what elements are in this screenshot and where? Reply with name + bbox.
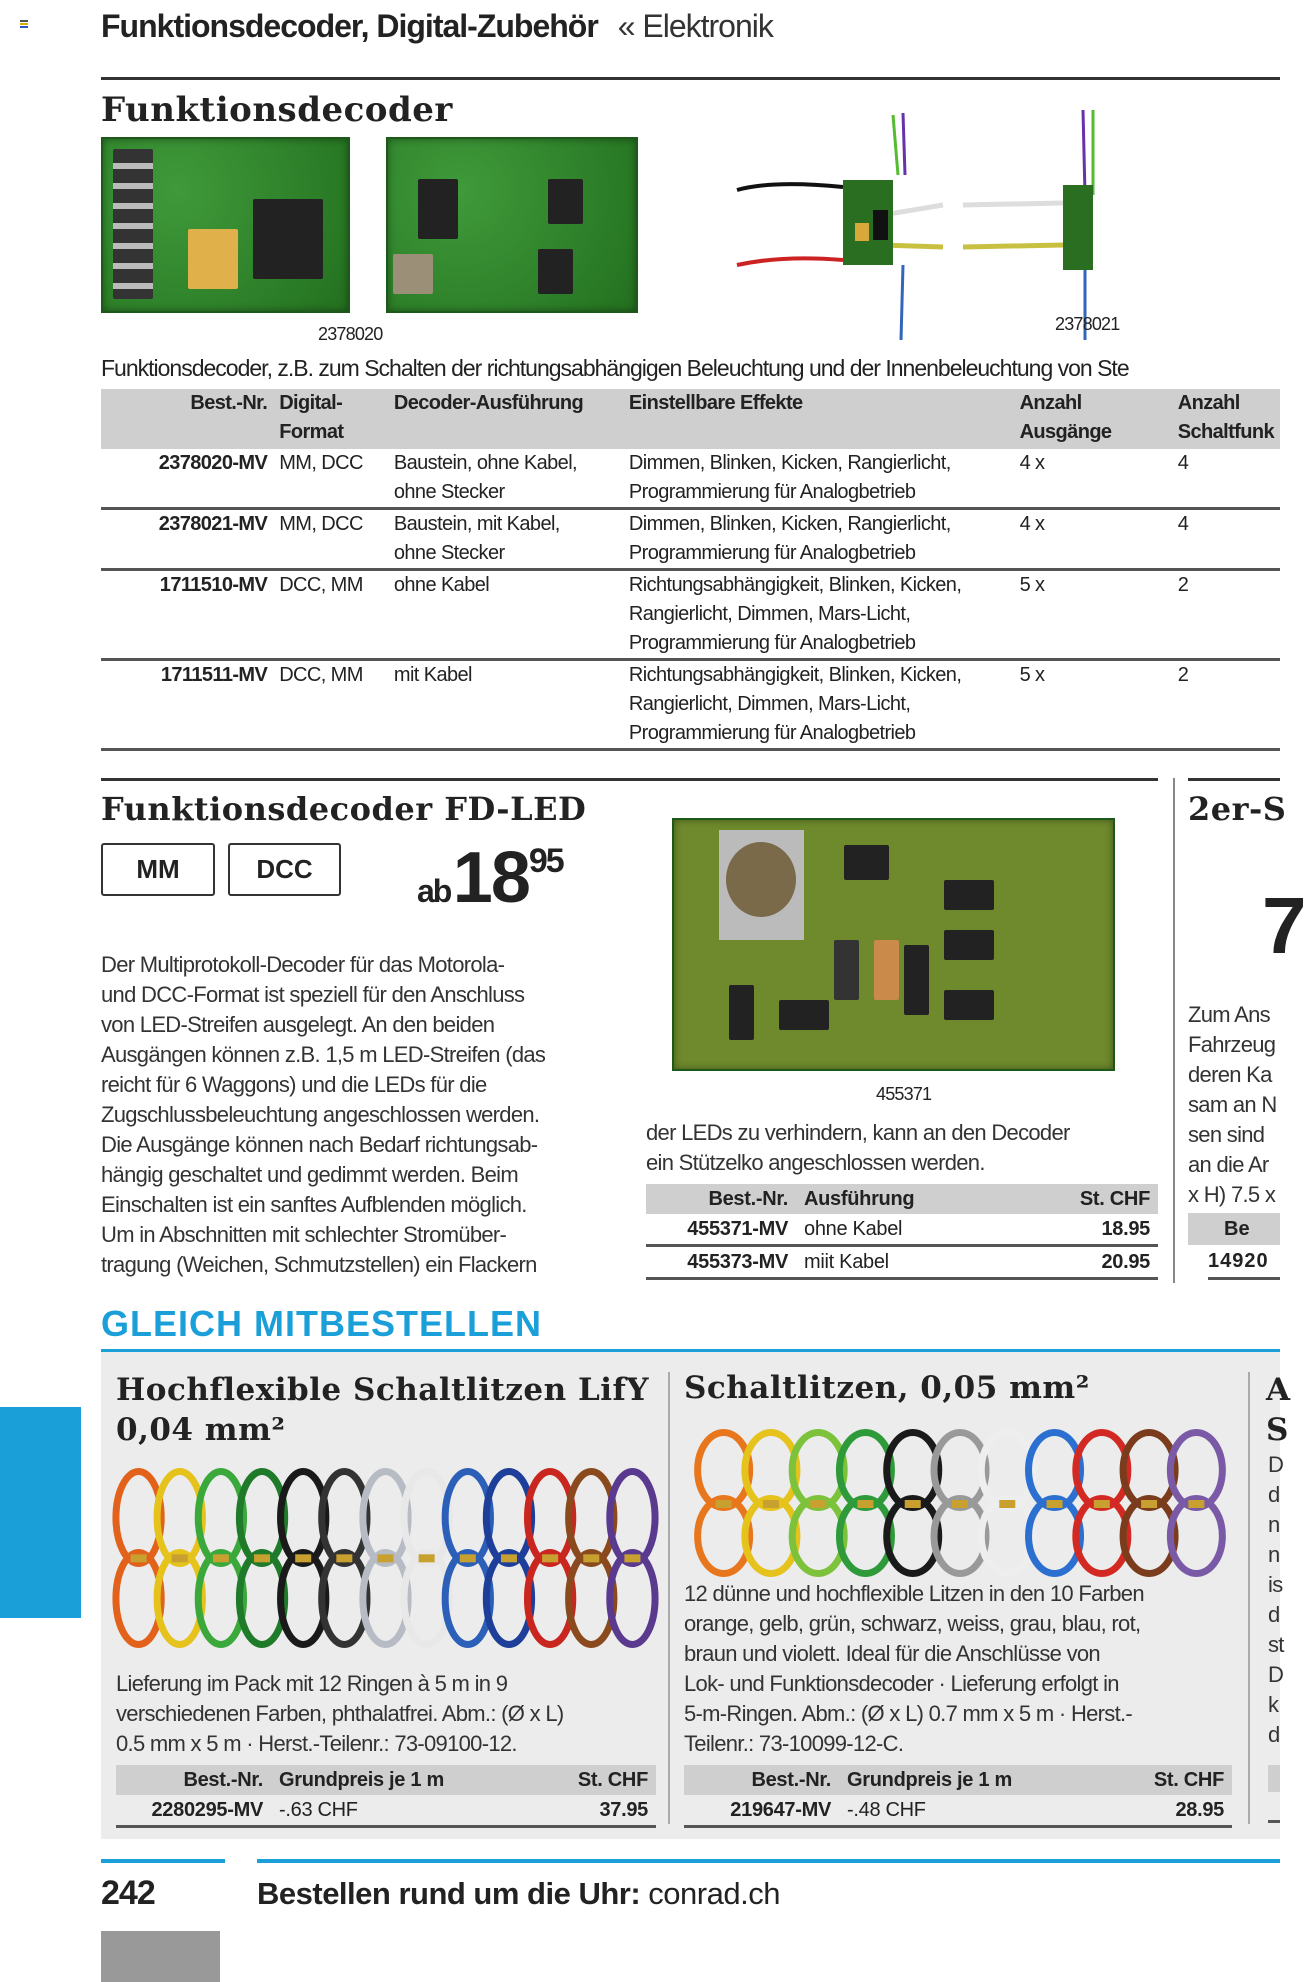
text-line: ein Stützelko angeschlossen werden. bbox=[646, 1150, 985, 1175]
table-cell: 2 bbox=[1177, 574, 1189, 596]
text-line: deren Ka bbox=[1188, 1062, 1272, 1087]
fd-led-table bbox=[646, 1184, 1158, 1280]
price-cents: 95 bbox=[528, 842, 563, 880]
table-cell: 2378021-MV bbox=[158, 513, 268, 535]
col-ausfuehrung: Ausführung bbox=[804, 1188, 915, 1210]
text-line: verschiedenen Farben, phthalatfrei. Abm.: (Ø x L) bbox=[116, 1701, 564, 1726]
card-divider bbox=[1248, 1372, 1250, 1824]
table-row bbox=[101, 660, 1280, 750]
menu-icon[interactable] bbox=[20, 20, 28, 28]
col-ausfuehrung: Decoder-Ausführung bbox=[393, 392, 584, 414]
text-line: n bbox=[1268, 1512, 1280, 1537]
text-line: d bbox=[1268, 1722, 1280, 1747]
badge-mm: MM bbox=[101, 843, 215, 896]
product-image-455371 bbox=[672, 818, 1115, 1071]
wire-coil bbox=[887, 1433, 939, 1574]
wire-coil bbox=[1076, 1433, 1128, 1574]
product-image-wire-coils-1 bbox=[118, 1466, 653, 1650]
table-cell: 2378020-MV bbox=[158, 452, 268, 474]
text-line: Lok- und Funktionsdecoder · Lieferung erfolgt in bbox=[684, 1671, 1119, 1696]
product-description-2er-set bbox=[1188, 1000, 1277, 1210]
wire-coil bbox=[1170, 1433, 1222, 1574]
product-image-2378020-b bbox=[386, 137, 638, 313]
wire-coil bbox=[198, 1472, 243, 1645]
text-line: Zum Ans bbox=[1188, 1002, 1270, 1027]
wire-coil bbox=[281, 1472, 326, 1645]
footer-link[interactable]: conrad.ch bbox=[648, 1876, 780, 1911]
card-table: Best.-Nr. Grundpreis je 1 m St. CHF 219647-MV -.48 CHF 28.95 bbox=[684, 1765, 1232, 1828]
col-price: St. CHF bbox=[1079, 1188, 1150, 1210]
wire-coil bbox=[1123, 1433, 1175, 1574]
card-table-edge bbox=[1268, 1765, 1280, 1823]
table-cell: 5 x bbox=[1019, 574, 1045, 596]
product-description bbox=[101, 950, 545, 1280]
table-cell: DCC, MM bbox=[279, 664, 363, 686]
wire-coil bbox=[239, 1472, 284, 1645]
col-best-nr: Best.-Nr. bbox=[708, 1188, 788, 1210]
image-caption: 2378020 bbox=[318, 324, 383, 344]
col-format: Digital- Format bbox=[279, 392, 344, 443]
text-line: braun und violett. Ideal für die Anschlüsse von bbox=[684, 1641, 1100, 1666]
table-cell: 1711510-MV bbox=[159, 574, 268, 596]
text-line: d bbox=[1268, 1482, 1280, 1507]
card-title: Schaltlitzen, 0,05 mm² bbox=[684, 1370, 1090, 1406]
text-line: Der Multiprotokoll-Decoder für das Motorola- bbox=[101, 952, 505, 977]
table-cell: mit Kabel bbox=[393, 664, 472, 686]
card-description bbox=[684, 1579, 1144, 1759]
divider bbox=[101, 77, 1280, 80]
wire-coil bbox=[404, 1472, 449, 1645]
wire-coil bbox=[569, 1472, 614, 1645]
table-cell: Baustein, ohne Kabel, ohne Stecker bbox=[393, 452, 577, 503]
footer-gray-block bbox=[101, 1931, 220, 1982]
table-header-2er-set: Be bbox=[1188, 1213, 1280, 1245]
table-cell: 1711511-MV bbox=[160, 664, 268, 686]
text-line: hängig geschaltet und gedimmt werden. Beim bbox=[101, 1162, 518, 1187]
table-cell: 2 bbox=[1177, 664, 1189, 686]
text-line: von LED-Streifen ausgelegt. An den beiden bbox=[101, 1012, 495, 1037]
table-row-2er-set: 14920 bbox=[1208, 1245, 1280, 1280]
text-line: tragung (Weichen, Schmutzstellen) ein Flackern bbox=[101, 1252, 537, 1277]
table-cell: 5 x bbox=[1019, 664, 1045, 686]
table-cell: MM, DCC bbox=[279, 513, 363, 535]
text-line: 0.5 mm x 5 m · Herst.-Teilenr.: 73-09100-12. bbox=[116, 1731, 517, 1756]
text-line: 12 dünne und hochflexible Litzen in den 10 Farben bbox=[684, 1581, 1144, 1606]
wire-coil bbox=[445, 1472, 490, 1645]
table-row bbox=[101, 509, 1280, 570]
wire-coil bbox=[527, 1472, 572, 1645]
text-line: d bbox=[1268, 1602, 1280, 1627]
text-line: Lieferung im Pack mit 12 Ringen à 5 m in 9 bbox=[116, 1671, 508, 1696]
wire-coil bbox=[698, 1433, 750, 1574]
card-table: Best.-Nr. Grundpreis je 1 m St. CHF 2280295-MV -.63 CHF 37.95 bbox=[116, 1765, 656, 1828]
table-cell: Richtungsabhängigkeit, Blinken, Kicken, Rangierlicht, Dimmen, Mars-Licht, Programmierung für Analogbetrieb bbox=[628, 664, 962, 744]
product-title: Funktionsdecoder FD-LED bbox=[101, 790, 587, 828]
wire-coil bbox=[363, 1472, 408, 1645]
text-line: der LEDs zu verhindern, kann an den Decoder bbox=[646, 1120, 1070, 1145]
section-label: « Elektronik bbox=[617, 8, 773, 44]
text-line: Zugschlussbeleuchtung angeschlossen werden. bbox=[101, 1102, 540, 1127]
price bbox=[417, 838, 563, 918]
text-line: Teilenr.: 73-10099-12-C. bbox=[684, 1731, 904, 1756]
wire-coil bbox=[1029, 1433, 1081, 1574]
table-row: 455371-MV ohne Kabel 18.95 bbox=[646, 1214, 1158, 1246]
divider bbox=[101, 778, 1158, 781]
image-caption: 455371 bbox=[876, 1084, 932, 1104]
col-ausgaenge: Anzahl Ausgänge bbox=[1019, 392, 1112, 443]
text-line: Ausgängen können z.B. 1,5 m LED-Streifen (das bbox=[101, 1042, 546, 1067]
wire-coil bbox=[839, 1433, 891, 1574]
price-main: 18 bbox=[452, 838, 529, 918]
product-image-2378020-a bbox=[101, 137, 350, 313]
text-line: Einschalten ist ein sanftes Aufblenden möglich. bbox=[101, 1192, 527, 1217]
text-line: und DCC-Format ist speziell für den Anschluss bbox=[101, 982, 525, 1007]
table-cell: Dimmen, Blinken, Kicken, Rangierlicht, Programmierung für Analogbetrieb bbox=[628, 452, 951, 503]
card-description bbox=[1268, 1450, 1284, 1750]
order-heading: GLEICH MITBESTELLEN bbox=[101, 1303, 542, 1344]
section-description: Funktionsdecoder, z.B. zum Schalten der richtungsabhängigen Beleuchtung und der Innenbeleuchtung von Ste bbox=[101, 355, 1129, 381]
table-row bbox=[101, 449, 1280, 509]
table-cell: Richtungsabhängigkeit, Blinken, Kicken, Rangierlicht, Dimmen, Mars-Licht, Programmierung für Analogbetrieb bbox=[628, 574, 962, 654]
product-description-continued bbox=[646, 1118, 1070, 1178]
footer-slogan: Bestellen rund um die Uhr: conrad.ch bbox=[257, 1876, 780, 1911]
col-best-nr: Best.-Nr. bbox=[190, 392, 268, 414]
card-divider bbox=[668, 1372, 670, 1824]
text-line: Fahrzeug bbox=[1188, 1032, 1276, 1057]
text-line: D bbox=[1268, 1662, 1284, 1687]
product-image-wire-coils-2 bbox=[700, 1428, 1220, 1578]
text-line: k bbox=[1268, 1692, 1279, 1717]
card-title: A S bbox=[1266, 1372, 1291, 1448]
text-line: sen sind bbox=[1188, 1122, 1265, 1147]
column-divider bbox=[1173, 778, 1175, 1283]
product-image-2378021 bbox=[733, 105, 1280, 345]
table-cell: MM, DCC bbox=[279, 452, 363, 474]
wire-coil bbox=[322, 1472, 367, 1645]
card-description bbox=[116, 1669, 564, 1759]
table-cell: Dimmen, Blinken, Kicken, Rangierlicht, Programmierung für Analogbetrieb bbox=[628, 513, 951, 564]
text-line: Um in Abschnitten mit schlechter Stromüber- bbox=[101, 1222, 507, 1247]
section-title: Funktionsdecoder bbox=[101, 90, 453, 130]
price-2er-set: 7 bbox=[1262, 881, 1307, 970]
wire-coil bbox=[934, 1433, 986, 1574]
table-cell: 4 bbox=[1177, 452, 1189, 474]
table-cell: ohne Kabel bbox=[393, 574, 490, 596]
wire-coil bbox=[610, 1472, 655, 1645]
divider bbox=[1188, 778, 1280, 781]
wire-coil bbox=[792, 1433, 844, 1574]
side-tab[interactable] bbox=[0, 1407, 81, 1618]
footer-rule bbox=[257, 1859, 1280, 1863]
page-title: Funktionsdecoder, Digital-Zubehör bbox=[101, 8, 598, 44]
price-prefix: ab bbox=[417, 873, 451, 909]
page-header bbox=[101, 8, 773, 45]
wire-coil bbox=[157, 1472, 202, 1645]
text-line: reicht für 6 Waggons) und die LEDs für die bbox=[101, 1072, 487, 1097]
table-cell: DCC, MM bbox=[279, 574, 363, 596]
card-title: Hochflexible Schaltlitzen LifY 0,04 mm² bbox=[116, 1372, 649, 1448]
text-line: 5-m-Ringen. Abm.: (Ø x L) 0.7 mm x 5 m · Herst.- bbox=[684, 1701, 1133, 1726]
text-line: orange, gelb, grün, schwarz, weiss, grau, blau, rot, bbox=[684, 1611, 1141, 1636]
text-line: sam an N bbox=[1188, 1092, 1277, 1117]
text-line: Die Ausgänge können nach Bedarf richtungsab- bbox=[101, 1132, 538, 1157]
text-line: an die Ar bbox=[1188, 1152, 1269, 1177]
page-number: 242 bbox=[101, 1874, 155, 1912]
table-cell: 4 bbox=[1177, 513, 1189, 535]
text-line: st bbox=[1268, 1632, 1284, 1657]
footer-rule bbox=[101, 1859, 225, 1863]
table-row: 2280295-MV -.63 CHF 37.95 bbox=[116, 1795, 656, 1827]
table-row: 219647-MV -.48 CHF 28.95 bbox=[684, 1795, 1232, 1827]
table-cell: 4 x bbox=[1019, 513, 1045, 535]
text-line: D bbox=[1268, 1452, 1284, 1477]
product-title-2er-set: 2er-S bbox=[1188, 790, 1287, 828]
wire-coil bbox=[486, 1472, 531, 1645]
table-row: 455373-MV miit Kabel 20.95 bbox=[646, 1246, 1158, 1279]
text-line: x H) 7.5 x bbox=[1188, 1182, 1276, 1207]
wire-coil bbox=[745, 1433, 797, 1574]
col-schaltfunktionen: Anzahl Schaltfunk bbox=[1177, 392, 1274, 443]
text-line: is bbox=[1268, 1572, 1283, 1597]
table-cell: 4 x bbox=[1019, 452, 1045, 474]
decoder-table bbox=[101, 389, 1280, 751]
wire-coil bbox=[981, 1433, 1033, 1574]
table-cell: Baustein, mit Kabel, ohne Stecker bbox=[393, 513, 560, 564]
col-effekte: Einstellbare Effekte bbox=[628, 392, 803, 414]
text-line: n bbox=[1268, 1542, 1280, 1567]
table-row bbox=[101, 570, 1280, 660]
wire-coil bbox=[116, 1472, 161, 1645]
image-caption: 2378021 bbox=[1055, 314, 1120, 334]
badge-dcc: DCC bbox=[228, 843, 341, 896]
